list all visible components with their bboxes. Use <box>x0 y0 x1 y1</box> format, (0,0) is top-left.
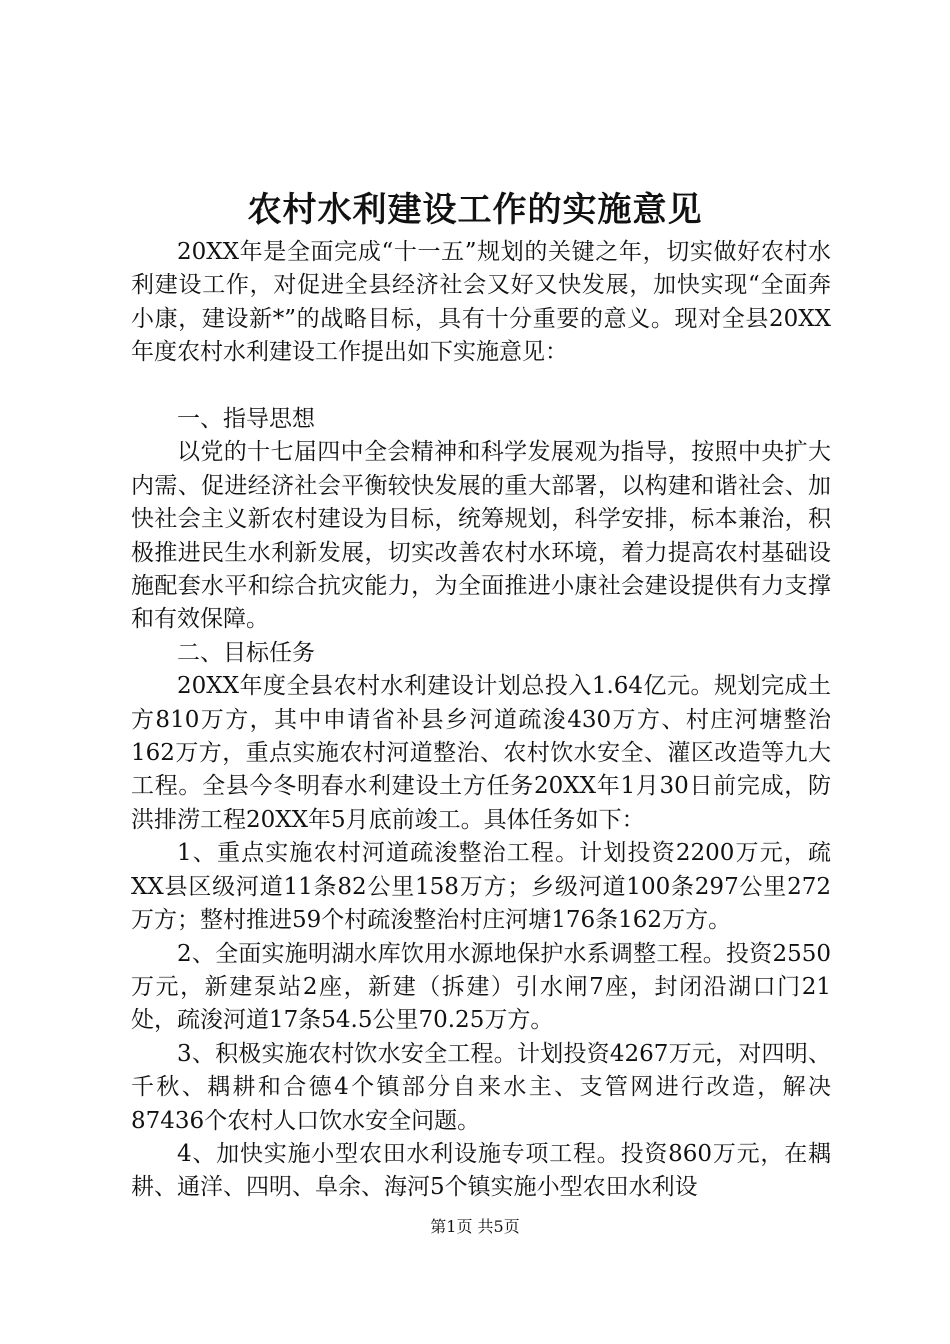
page-footer: 第1页 共5页 <box>430 1217 520 1236</box>
paragraph-gap <box>131 370 831 403</box>
document-body <box>131 236 831 1205</box>
paragraph-task-2: 2、全面实施明湖水库饮用水源地保护水系调整工程。投资2550万元，新建泵站2座，新建（拆建）引水闸7座，封闭沿湖口门21处，疏浚河道17条54.5公里70.25万方。 <box>131 940 831 1034</box>
paragraph-intro: 20XX年是全面完成“十一五”规划的关键之年，切实做好农村水利建设工作，对促进全县经济社会又好又快发展，加快实现“全面奔小康，建设新*”的战略目标，具有十分重要的意义。现对全县20XX年度农村水利建设工作提出如下实施意见： <box>131 239 831 366</box>
paragraph-guiding-ideology: 以党的十七届四中全会精神和科学发展观为指导，按照中央扩大内需、促进经济社会平衡较快发展的重大部署，以构建和谐社会、加快社会主义新农村建设为目标，统筹规划，科学安排，标本兼治，积极推进民生水利新发展，切实改善农村水环境，着力提高农村基础设施配套水平和综合抗灾能力，为全面推进小康社会建设提供有力支撑和有效保障。 <box>131 439 831 633</box>
paragraph-task-1: 1、重点实施农村河道疏浚整治工程。计划投资2200万元，疏XX县区级河道11条82公里158万方；乡级河道100条297公里272万方；整村推进59个村疏浚整治村庄河塘176条162万方。 <box>131 840 831 934</box>
document-title: 农村水利建设工作的实施意见 <box>247 190 703 230</box>
paragraph-task-3: 3、积极实施农村饮水安全工程。计划投资4267万元，对四明、千秋、耦耕和合德4个镇部分自来水主、支管网进行改造，解决87436个农村人口饮水安全问题。 <box>131 1040 831 1134</box>
section-heading-goals-tasks: 二、目标任务 <box>177 639 315 666</box>
paragraph-task-4: 4、加快实施小型农田水利设施专项工程。投资860万元，在耦耕、通洋、四明、阜余、海河5个镇实施小型农田水利设 <box>131 1140 831 1201</box>
section-heading-guiding-ideology: 一、指导思想 <box>177 406 315 433</box>
paragraph-goals-tasks: 20XX年度全县农村水利建设计划总投入1.64亿元。规划完成土方810万方，其中申请省补县乡河道疏浚430万方、村庄河塘整治162万方，重点实施农村河道整治、农村饮水安全、灌区改造等九大工程。全县今冬明春水利建设土方任务20XX年1月30日前完成，防洪排涝工程20XX年5月底前竣工。具体任务如下： <box>131 673 831 833</box>
